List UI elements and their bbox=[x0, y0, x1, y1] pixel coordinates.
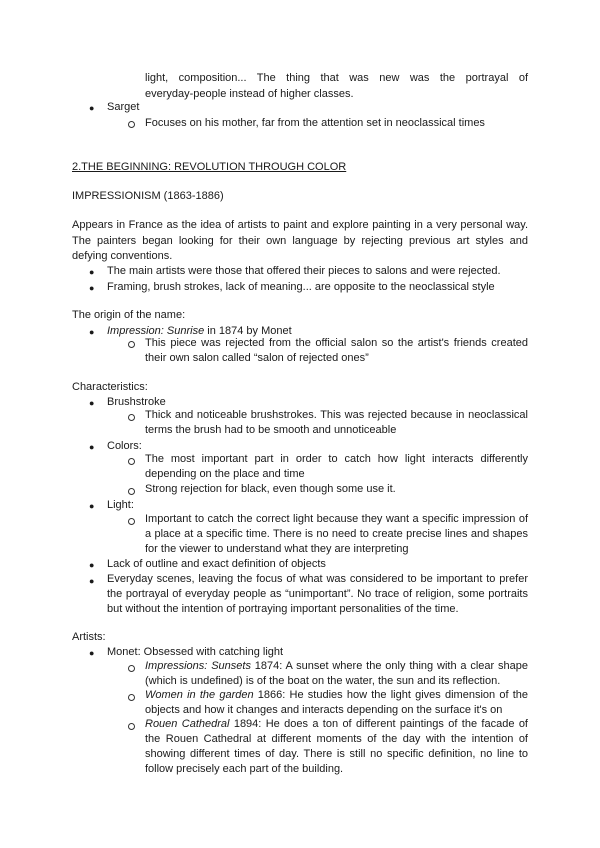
work-title: Impression: Sunrise bbox=[107, 325, 205, 337]
sub-bullet-circle bbox=[128, 341, 135, 348]
bullet-dot: ● bbox=[89, 576, 95, 586]
colors-sub1-line-2: depending on the place and time bbox=[145, 468, 305, 480]
para-line-2: The painters began looking for their own language by rejecting previous art styles and bbox=[72, 235, 528, 247]
everyday-line-1: Everyday scenes, leaving the focus of what was considered to be important to prefer bbox=[107, 573, 528, 585]
colors-item: Colors: bbox=[107, 440, 142, 452]
work2-line-2: objects and how it changes and interacts depending on the surface it's on bbox=[145, 704, 503, 716]
artists-label: Artists: bbox=[72, 631, 106, 643]
light-sub-line-3: for the viewer to understand what they are interpreting bbox=[145, 543, 409, 555]
para-line-3: defying conventions. bbox=[72, 250, 173, 262]
bullet-dot: ● bbox=[89, 501, 95, 511]
bullet-dot: ● bbox=[89, 648, 95, 658]
bullet-dot: ● bbox=[89, 327, 95, 337]
work2-text: 1866: He studies how the light gives dimension of the bbox=[253, 689, 529, 701]
light-sub-line-2: a place at a specific time. There is no need to create precise lines and shapes bbox=[145, 528, 528, 540]
sub-bullet-circle bbox=[128, 694, 135, 701]
light-sub-line-1: Important to catch the correct light because they want a specific impression of bbox=[145, 513, 528, 525]
origin-sub-line-1: This piece was rejected from the official salon so the artist's friends created bbox=[145, 337, 528, 349]
colors-sub2: Strong rejection for black, even though some use it. bbox=[145, 483, 396, 495]
work1-line-2: (which is undefined) is of the boat on the water, the sun and its reflection. bbox=[145, 675, 501, 687]
everyday-line-2: the portrayal of everyday people as “unimportant”. No trace of religion, some portraits bbox=[107, 588, 528, 600]
sub-bullet-circle bbox=[128, 518, 135, 525]
sub-bullet-circle bbox=[128, 723, 135, 730]
bullet-dot: ● bbox=[89, 442, 95, 452]
work1-title: Impressions: Sunsets bbox=[145, 660, 251, 672]
bullet-dot: ● bbox=[89, 267, 95, 277]
work3-line-2: the Rouen Cathedral at different moments of the day with the intention of bbox=[145, 733, 528, 745]
bullet-dot: ● bbox=[89, 283, 95, 293]
sarget-subitem: Focuses on his mother, far from the attention set in neoclassical times bbox=[145, 117, 485, 129]
sub-bullet-circle bbox=[128, 414, 135, 421]
para-line-1: Appears in France as the idea of artists to paint and explore painting in a very personal way. bbox=[72, 219, 528, 231]
monet-item: Monet: Obsessed with catching light bbox=[107, 646, 284, 658]
work1-text: 1874: A sunset where the only thing with a clear shape bbox=[250, 660, 529, 672]
section-heading: 2.THE BEGINNING: REVOLUTION THROUGH COLOR bbox=[72, 161, 347, 173]
work2-title: Women in the garden bbox=[145, 689, 254, 701]
section-subheading: IMPRESSIONISM (1863-1886) bbox=[72, 190, 224, 202]
work3-line-4: follow precisely each part of the building. bbox=[145, 763, 344, 775]
sub-bullet-circle bbox=[128, 488, 135, 495]
work3-text: 1894: He does a ton of different paintings of the facade of bbox=[229, 718, 528, 730]
work1-line-1 bbox=[145, 659, 528, 675]
sub-bullet-circle bbox=[128, 121, 135, 128]
section-bullet-2: Framing, brush strokes, lack of meaning... are opposite to the neoclassical style bbox=[107, 281, 495, 293]
everyday-line-3: but without the intention of portraying important personalities of the time. bbox=[107, 603, 459, 615]
sub-bullet-circle bbox=[128, 665, 135, 672]
section-bullet-1: The main artists were those that offered their pieces to salons and were rejected. bbox=[107, 265, 501, 277]
work3-line-1 bbox=[145, 717, 528, 733]
work3-title: Rouen Cathedral bbox=[145, 718, 230, 730]
brushstroke-item: Brushstroke bbox=[107, 396, 166, 408]
characteristics-label: Characteristics: bbox=[72, 381, 148, 393]
origin-label: The origin of the name: bbox=[72, 309, 186, 321]
bullet-dot: ● bbox=[89, 103, 95, 113]
work-detail: in 1874 by Monet bbox=[204, 325, 292, 337]
work2-line-1 bbox=[145, 688, 528, 704]
brushstroke-sub-line-2: terms the brush had to be smooth and unnoticeable bbox=[145, 424, 397, 436]
intro-line-1: light, composition... The thing that was new was the portrayal of bbox=[145, 72, 528, 84]
light-item: Light: bbox=[107, 499, 134, 511]
origin-sub-line-2: their own salon called “salon of rejected ones” bbox=[145, 352, 369, 364]
work3-line-3: showing different times of day. There is still no specific definition, no line to bbox=[145, 748, 528, 760]
sub-bullet-circle bbox=[128, 458, 135, 465]
sarget-item: Sarget bbox=[107, 101, 140, 113]
brushstroke-sub-line-1: Thick and noticeable brushstrokes. This was rejected because in neoclassical bbox=[145, 409, 528, 421]
bullet-dot: ● bbox=[89, 398, 95, 408]
colors-sub1-line-1: The most important part in order to catch how light interacts differently bbox=[145, 453, 528, 465]
bullet-dot: ● bbox=[89, 560, 95, 570]
outline-item: Lack of outline and exact definition of objects bbox=[107, 558, 326, 570]
intro-line-2: everyday-people instead of higher classes. bbox=[145, 88, 354, 100]
